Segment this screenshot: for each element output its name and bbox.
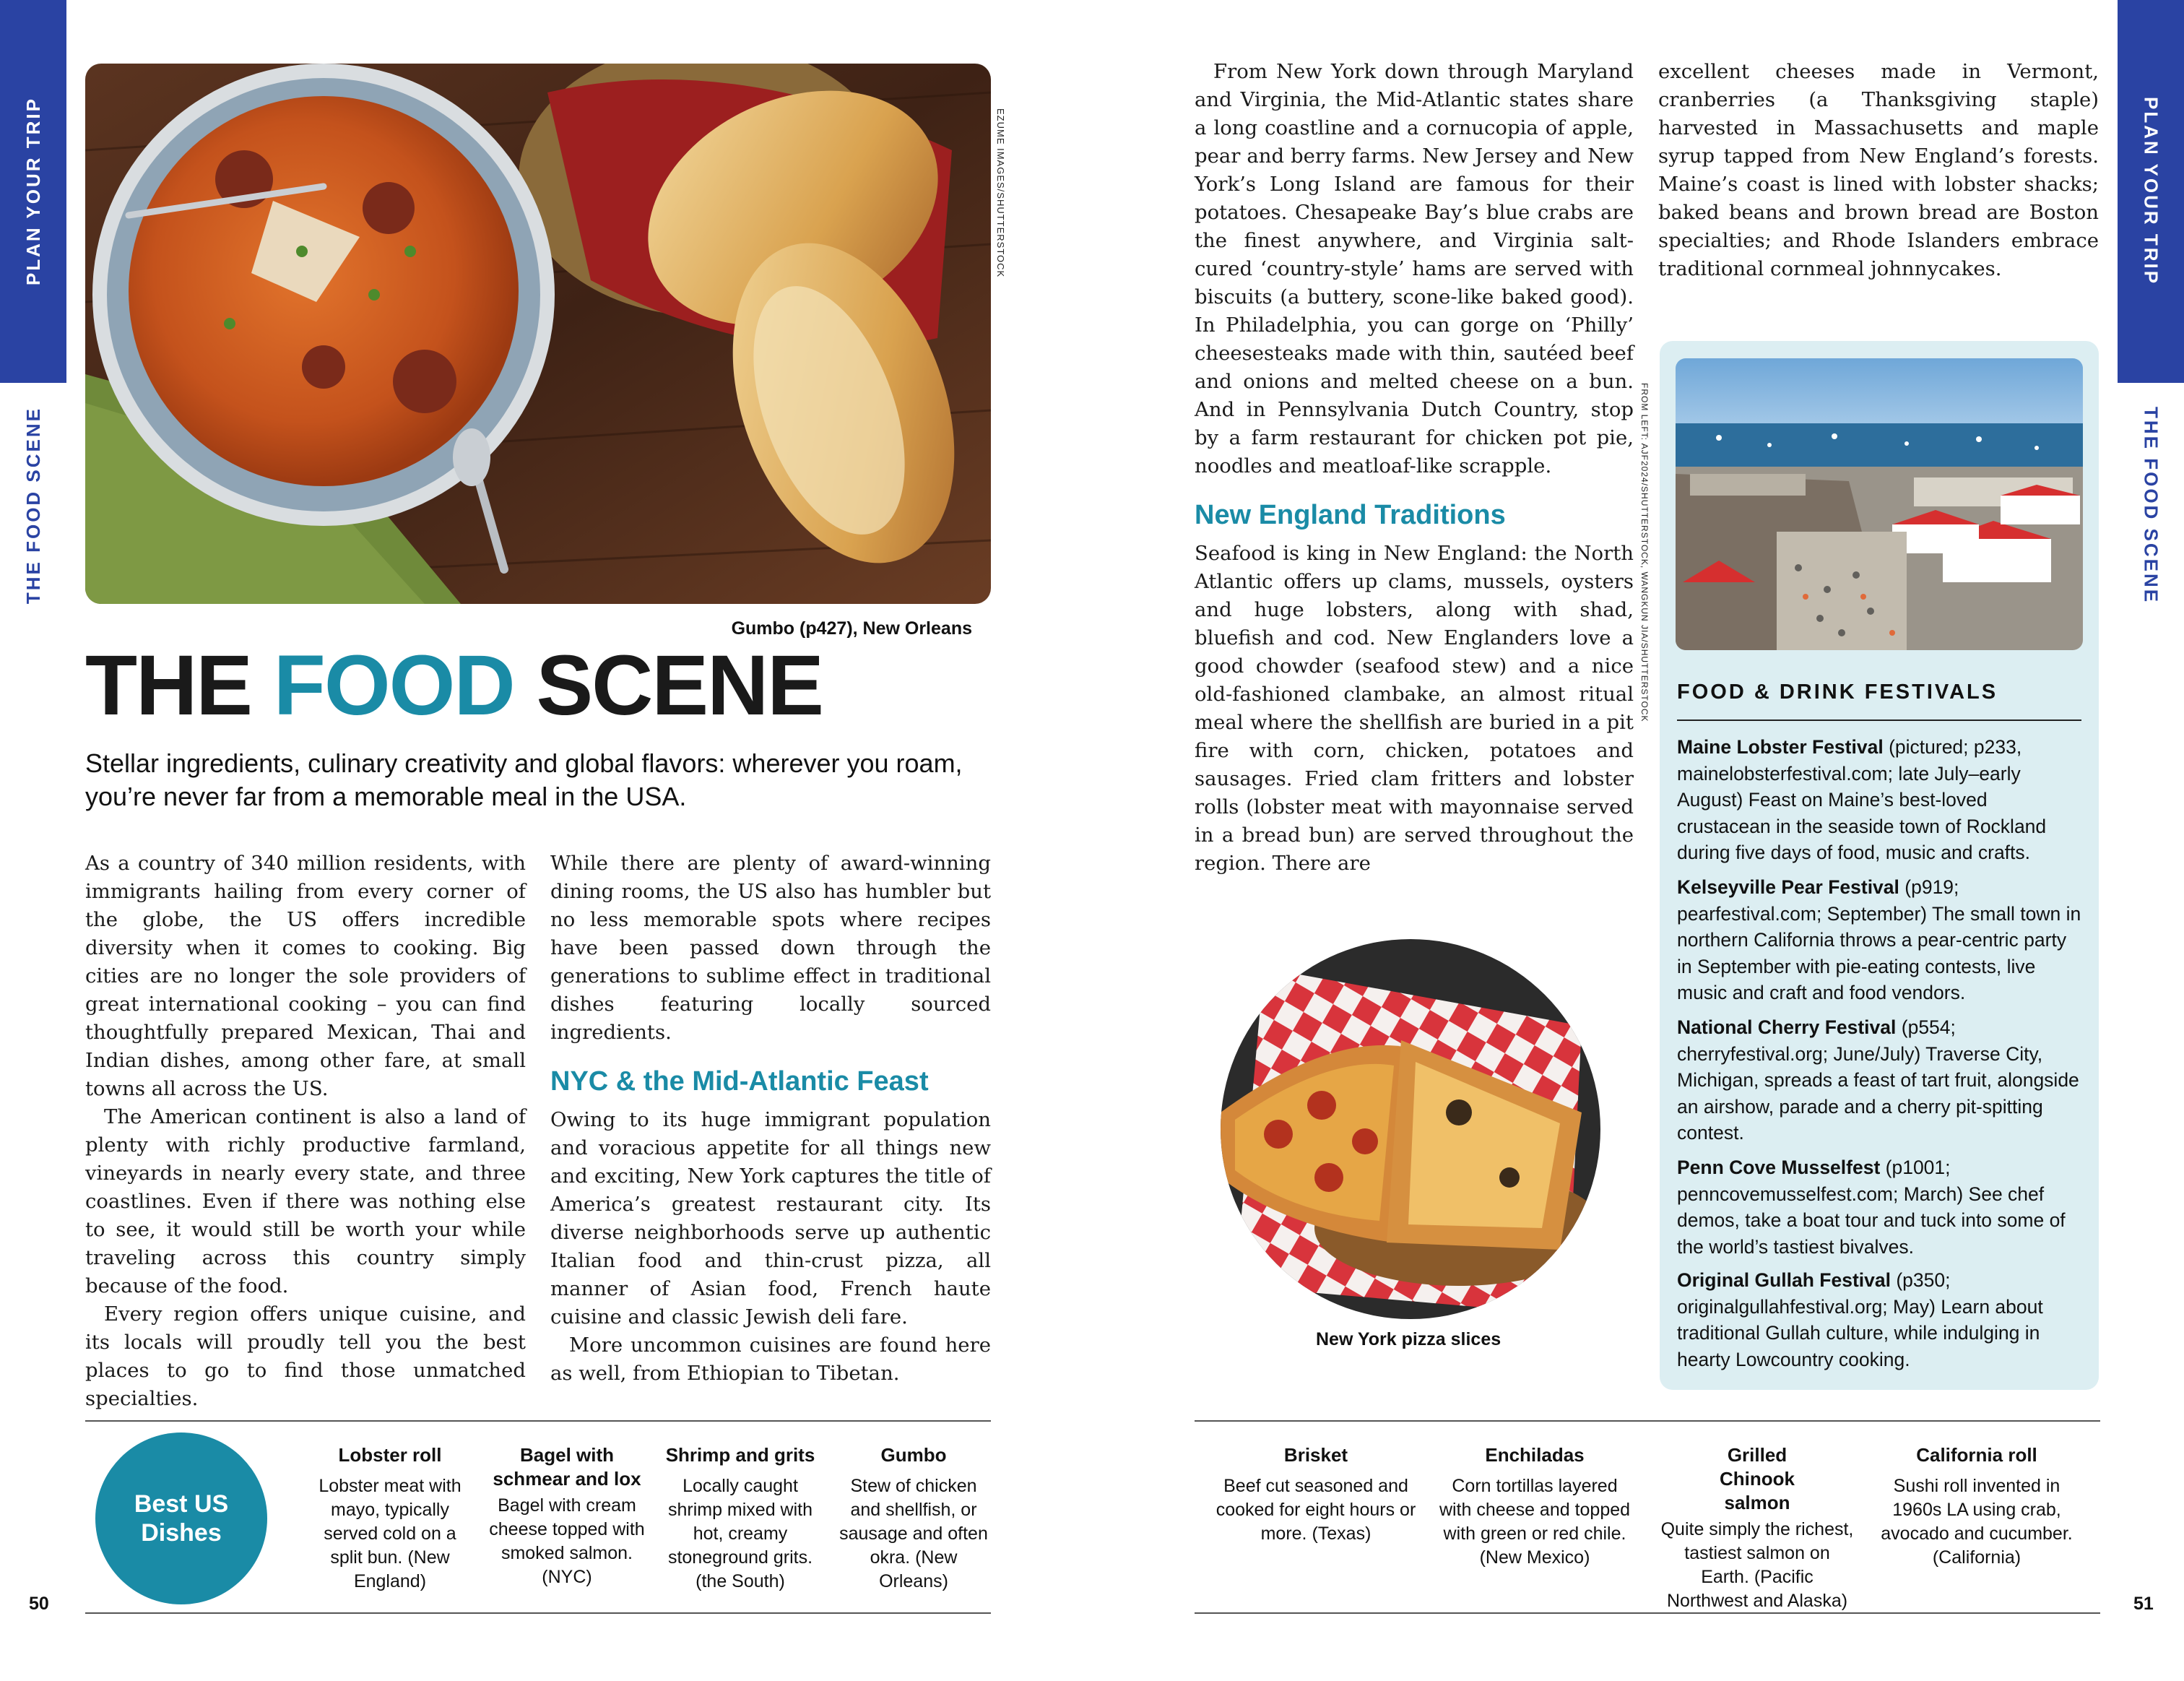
festivals-title: FOOD & DRINK FESTIVALS xyxy=(1677,680,1998,704)
festival-name: Penn Cove Musselfest xyxy=(1677,1157,1881,1178)
dish-description: Bagel with cream cheese topped with smoked salmon. (NYC) xyxy=(489,1495,645,1587)
body-paragraph: As a country of 340 million residents, with immigrants hailing from every corner of the globe, the US offers incredible diversity when it comes to cooking. Big cities are no longer the sole providers of great international cooking – you can find thoughtfully prepared Mexican, Thai and Indian dishes, among other fare, at small towns all across the US. xyxy=(85,852,526,1100)
dish-item xyxy=(1213,1443,1418,1546)
festival-name: Original Gullah Festival xyxy=(1677,1269,1891,1291)
dish-item xyxy=(838,1443,989,1594)
festival-description: (p919; pearfestival.com; September) The small town in northern California throws a pear-centric party in September with pie-eating contests, live music and craft and food vendors. xyxy=(1677,876,2081,1003)
gumbo-caption: Gumbo (p427), New Orleans xyxy=(731,618,972,639)
dishes-top-rule xyxy=(1195,1420,2100,1422)
dish-description: Corn tortillas layered with cheese and topped with green or red chile. (New Mexico) xyxy=(1439,1476,1631,1568)
body-paragraph: While there are plenty of award-winning dining rooms, the US also has humbler but no less memorable spots where recipes have been passed down through the generations to sublime effect in traditional dishes featuring locally sourced ingredients. xyxy=(550,852,991,1044)
body-paragraph: Owing to its huge immigrant population and voracious appetite for all things new and exciting, New York captures the title of America’s greatest restaurant city. Its diverse neighborhoods serve up authentic Italian food and thin-crust pizza, all manner of Asian food, French haute cuisine and classic Jewish deli fare. xyxy=(550,1108,991,1328)
dish-item xyxy=(1878,1443,2076,1570)
festival-description: (p1001; penncovemusselfest.com; March) See chef demos, take a boat tour and tuck into some of the world’s tastiest bivalves. xyxy=(1677,1157,2066,1258)
section-tab-label: THE FOOD SCENE xyxy=(22,407,44,605)
dish-item xyxy=(1437,1443,1632,1570)
dish-name: Bagel with schmear and lox xyxy=(493,1444,641,1490)
photo-credit-gumbo: EZUME IMAGES/SHUTTERSTOCK xyxy=(995,108,1006,278)
body-column-2 xyxy=(550,850,991,1388)
festival-name: Maine Lobster Festival xyxy=(1677,736,1884,758)
page-title: THE FOOD SCENE xyxy=(85,638,823,733)
festival-description: (p350; originalgullahfestival.org; May) Learn about traditional Gullah culture, while indulging in hearty Lowcountry cooking. xyxy=(1677,1269,2043,1370)
festival-item xyxy=(1677,1267,2081,1373)
chapter-tab-label: PLAN YOUR TRIP xyxy=(22,97,44,286)
best-dishes-badge: Best US Dishes xyxy=(95,1432,267,1604)
body-column-3 xyxy=(1195,58,1634,878)
festival-description: (p554; cherryfestival.org; June/July) Traverse City, Michigan, spreads a feast of tart fruit, alongside an airshow, parade and a cherry pit-spitting contest. xyxy=(1677,1016,2079,1144)
section-heading: NYC & the Mid-Atlantic Feast xyxy=(550,1066,929,1097)
photo-credit-right: FROM LEFT: AJF2024/SHUTTERSTOCK, WANGKUN JIA/SHUTTERSTOCK xyxy=(1639,383,1650,722)
dish-item xyxy=(311,1443,469,1594)
page-number-left: 50 xyxy=(29,1594,49,1614)
dishes-bottom-rule xyxy=(85,1612,991,1614)
dish-description: Beef cut seasoned and cooked for eight hours or more. (Texas) xyxy=(1216,1476,1416,1544)
dish-item xyxy=(661,1443,820,1594)
intro-text: Stellar ingredients, culinary creativity and global flavors: wherever you roam, you’re never far from a memorable meal in the USA. xyxy=(85,748,963,811)
lobster-festival-photo xyxy=(1676,358,2083,650)
chapter-tab-left xyxy=(0,0,66,383)
section-heading: New England Traditions xyxy=(1195,500,1506,530)
dishes-bottom-rule xyxy=(1195,1612,2100,1614)
festival-description: (pictured; p233, mainelobsterfestival.com; late July–early August) Feast on Maine’s best-loved crustacean in the seaside town of Rockland during five days of food, music and crafts. xyxy=(1677,736,2047,863)
chapter-tab-right xyxy=(2118,0,2184,383)
dish-name: Gumbo xyxy=(880,1444,947,1466)
body-paragraph: The American continent is also a land of plenty with richly productive farmland, vineyards in nearly every state, and three coastlines. Even if there was nothing else to see, it would still be worth your while traveling across this country simply because of the food. xyxy=(85,1105,526,1297)
dish-item xyxy=(485,1443,649,1589)
section-tab-right xyxy=(2118,397,2184,614)
body-paragraph: From New York down through Maryland and Virginia, the Mid-Atlantic states share a long coastline and a cornucopia of apple, pear and berry farms. New Jersey and New York’s Long Island are famous for their potatoes. Chesapeake Bay’s blue crabs are the finest anywhere, and Virginia salt-cured ‘country-style’ hams are served with biscuits (a buttery, scone-like baked good). In Philadelphia, you can gorge on ‘Philly’ cheesesteaks made with thin, sautéed beef and onions and melted cheese on a bun. And in Pennsylvania Dutch Country, stop by a farm restaurant for chicken pot pie, noodles and meatloaf-like scrapple. xyxy=(1195,60,1634,477)
dish-description: Quite simply the richest, tastiest salmon on Earth. (Pacific Northwest and Alaska) xyxy=(1660,1519,1854,1611)
dishes-top-rule xyxy=(85,1420,991,1422)
dish-description: Stew of chicken and shellfish, or sausage and often okra. (New Orleans) xyxy=(839,1476,988,1591)
dish-name: California roll xyxy=(1916,1444,2037,1466)
dish-description: Sushi roll invented in 1960s LA using crab, avocado and cucumber. (California) xyxy=(1881,1476,2073,1568)
page-number-right: 51 xyxy=(2133,1594,2154,1614)
dish-item xyxy=(1658,1443,1856,1613)
gumbo-photo xyxy=(85,64,991,604)
body-column-4 xyxy=(1658,58,2099,283)
body-paragraph: Seafood is king in New England: the North Atlantic offers up clams, mussels, oysters and huge lobsters, along with shad, bluefish and cod. New Englanders love a good chowder (seafood stew) and a nice old-fashioned clambake, an almost ritual meal where the shellfish are buried in a pit fire with corn, chicken, potatoes and sausages. Fried clam fritters and lobster rolls (lobster meat with mayonnaise served in a bread bun) are served throughout the region. There are xyxy=(1195,542,1634,875)
festival-item xyxy=(1677,1154,2081,1260)
dish-name: Lobster roll xyxy=(338,1444,442,1466)
body-column-1 xyxy=(85,850,526,1413)
festival-name: National Cherry Festival xyxy=(1677,1016,1897,1038)
dish-name: Shrimp and grits xyxy=(665,1444,815,1466)
section-tab-label: THE FOOD SCENE xyxy=(2140,407,2162,605)
section-tab-left xyxy=(0,397,66,614)
festival-name: Kelseyville Pear Festival xyxy=(1677,876,1899,898)
dish-name: Enchiladas xyxy=(1485,1444,1585,1466)
body-paragraph: excellent cheeses made in Vermont, cranberries (a Thanksgiving staple) harvested in Massachusetts and maple syrup tapped from New England’s forests. Maine’s coast is lined with lobster shacks; baked beans and brown bread are Boston specialties; and Rhode Islanders embrace traditional cornmeal johnnycakes. xyxy=(1658,60,2099,280)
body-paragraph: More uncommon cuisines are found here as well, from Ethiopian to Tibetan. xyxy=(550,1334,991,1385)
dish-description: Locally caught shrimp mixed with hot, creamy stoneground grits. (the South) xyxy=(667,1476,813,1591)
chapter-tab-label: PLAN YOUR TRIP xyxy=(2140,97,2162,286)
dish-name: Brisket xyxy=(1283,1444,1348,1466)
festivals-divider xyxy=(1677,719,2081,721)
dish-description: Lobster meat with mayo, typically served cold on a split bun. (New England) xyxy=(318,1476,462,1591)
pizza-photo xyxy=(1221,939,1600,1319)
festival-item xyxy=(1677,1014,2081,1146)
title-highlight: FOOD xyxy=(273,638,514,733)
body-paragraph: Every region offers unique cuisine, and its locals will proudly tell you the best places to go to find those unmatched specialties. xyxy=(85,1302,526,1410)
dish-name: Grilled Chinook salmon xyxy=(1720,1444,1795,1513)
festival-item xyxy=(1677,874,2081,1006)
festival-item xyxy=(1677,734,2081,866)
pizza-caption: New York pizza slices xyxy=(1316,1329,1502,1349)
